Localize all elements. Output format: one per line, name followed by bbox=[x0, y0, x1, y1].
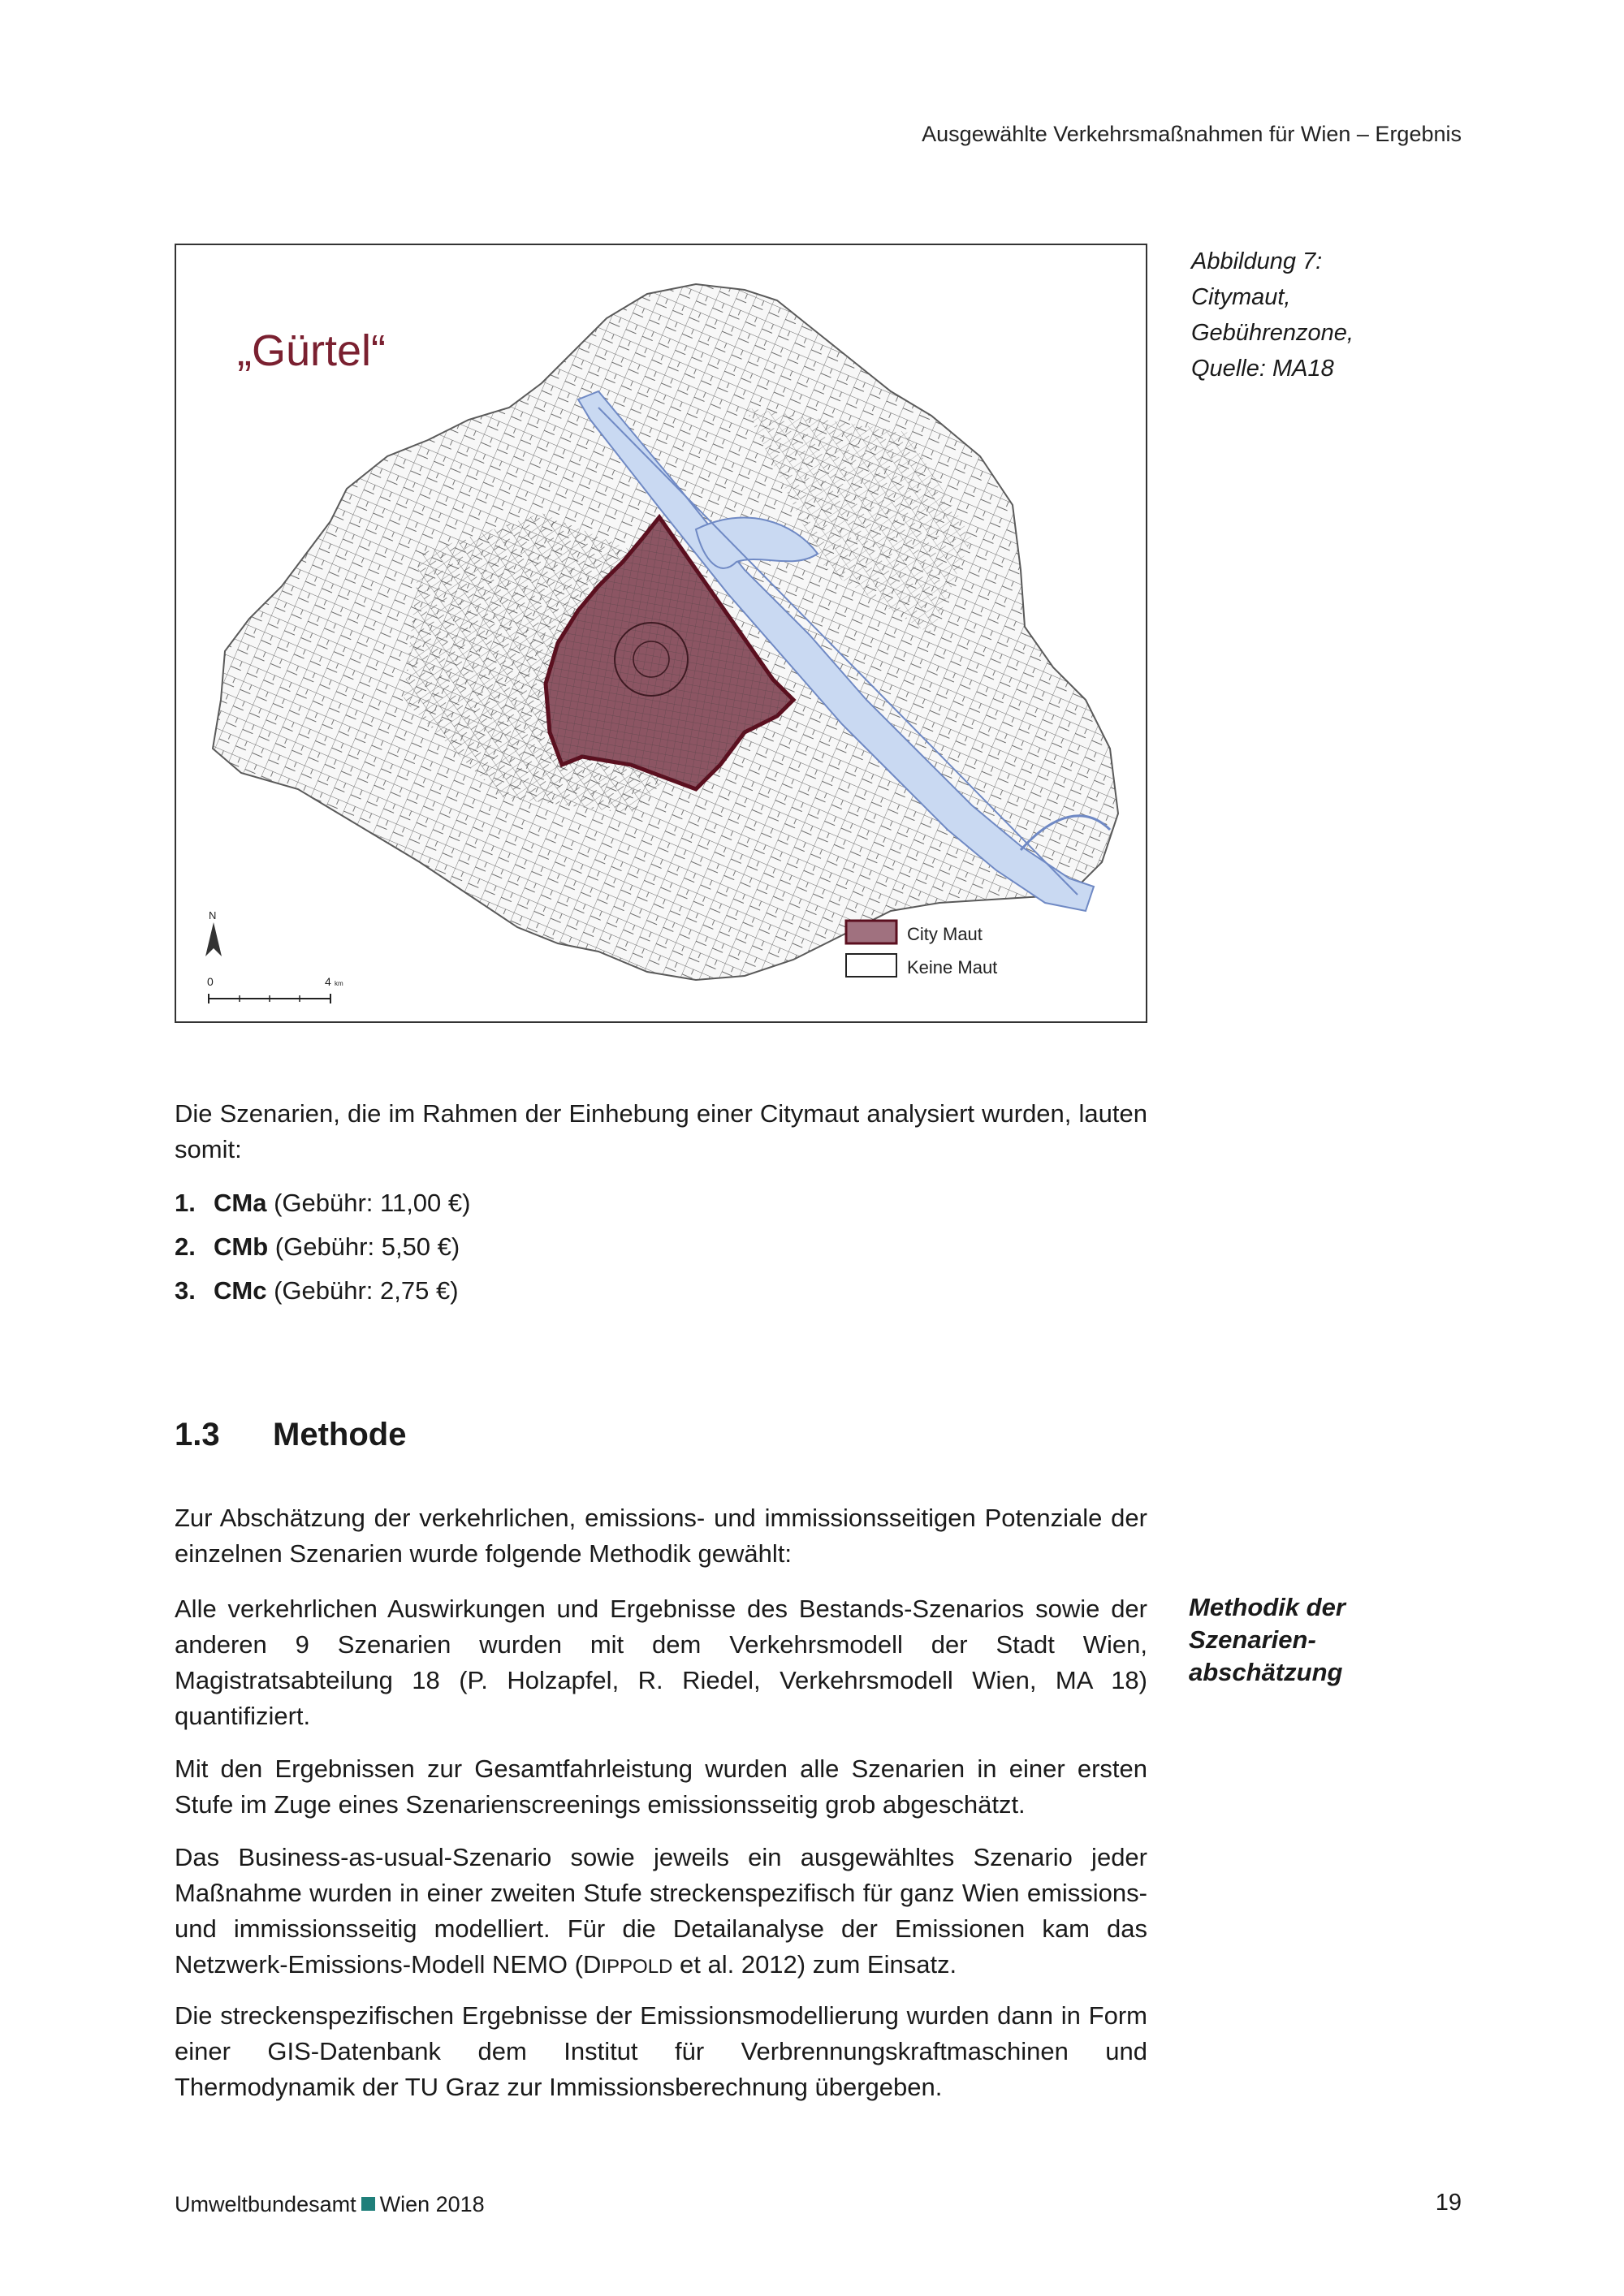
legend-label-city-maut: City Maut bbox=[907, 924, 983, 944]
list-number: 2. bbox=[175, 1232, 196, 1261]
intro-paragraph: Die Szenarien, die im Rahmen der Einhebung einer Citymaut analysiert wurden, lauten somit: bbox=[175, 1099, 1147, 1163]
citation-author-initial: D bbox=[582, 1950, 602, 1979]
scale-end: 4 bbox=[325, 975, 331, 988]
paragraph: Die streckenspezifischen Ergebnisse der Emissionsmodellierung wurden dann in Form einer GIS-Datenbank dem Institut für Verbrennungskraftmaschinen und Thermodynamik der TU Graz zur Immissionsberechnung übergeben. bbox=[175, 2001, 1147, 2101]
paragraph: Alle verkehrlichen Auswirkungen und Ergebnisse des Bestands-Szenarios sowie der anderen 9 Szenarien wurden mit dem Verkehrsmodell der Stadt Wien, Magistratsabteilung 18 (P. Holzapfel, R. Riedel, Verkehrsmodell Wien, MA 18) quantifiziert. bbox=[175, 1595, 1147, 1730]
footer-publisher bbox=[175, 2192, 485, 2217]
caption-line: Abbildung 7: bbox=[1191, 248, 1323, 274]
paragraph bbox=[175, 1840, 1147, 1985]
legend-swatch-keine-maut bbox=[846, 954, 896, 977]
caption-line: Gebührenzone, bbox=[1191, 320, 1354, 346]
scale-bar bbox=[209, 994, 330, 1003]
list-item bbox=[175, 1225, 987, 1269]
citation-author-rest: IPPOLD bbox=[601, 1956, 673, 1978]
paragraph-text: Das Business-as-usual-Szenario sowie jeweils ein ausgewähltes Szenario jeder Maßnahme wurden in einer zweiten Stufe streckenspezifisch für ganz Wien emissions- und immissionsseitig modelliert. Für die Detailanalyse der Emissionen kam das Netzwerk-Emissions-Modell NEMO ( bbox=[175, 1843, 1147, 1979]
caption-line: Citymaut, bbox=[1191, 284, 1291, 310]
square-icon bbox=[361, 2197, 375, 2211]
scale-start: 0 bbox=[207, 975, 214, 988]
scenario-detail: (Gebühr: 11,00 €) bbox=[266, 1189, 471, 1217]
scenario-code: CMc bbox=[214, 1276, 267, 1305]
paragraph-text: et al. 2012) zum Einsatz. bbox=[672, 1950, 957, 1979]
map-figure bbox=[175, 244, 1147, 1023]
publisher-name: Umweltbundesamt bbox=[175, 2192, 356, 2216]
margin-note-line: Methodik der bbox=[1189, 1593, 1345, 1621]
paragraph: Zur Abschätzung der verkehrlichen, emissions- und immissionsseitigen Potenziale der einzelnen Szenarien wurde folgende Methodik gewählt: bbox=[175, 1504, 1147, 1568]
gurtel-label: „Gürtel“ bbox=[237, 326, 387, 375]
caption-line: Quelle: MA18 bbox=[1191, 356, 1334, 382]
page-number: 19 bbox=[1435, 2190, 1462, 2216]
section-heading bbox=[175, 1417, 406, 1453]
list-item bbox=[175, 1181, 987, 1225]
paragraph: Mit den Ergebnissen zur Gesamtfahrleistung wurden alle Szenarien in einer ersten Stufe im Zuge eines Szenarienscreenings emissionsseitig grob abgeschätzt. bbox=[175, 1754, 1147, 1819]
north-label: N bbox=[209, 909, 217, 921]
list-number: 3. bbox=[175, 1276, 196, 1305]
list-item bbox=[175, 1269, 987, 1313]
place-year: Wien 2018 bbox=[379, 2192, 485, 2216]
scenario-list bbox=[175, 1181, 987, 1313]
running-header: Ausgewählte Verkehrsmaßnahmen für Wien – Ergebnis bbox=[922, 122, 1462, 146]
figure-caption bbox=[1191, 244, 1435, 386]
margin-note-line: abschätzung bbox=[1189, 1658, 1343, 1686]
north-arrow-icon bbox=[205, 922, 222, 956]
list-number: 1. bbox=[175, 1189, 196, 1217]
legend-swatch-city-maut bbox=[846, 921, 896, 943]
scenario-code: CMa bbox=[214, 1189, 267, 1217]
section-number: 1.3 bbox=[175, 1417, 220, 1452]
margin-note-line: Szenarien- bbox=[1189, 1625, 1316, 1654]
legend-label-keine-maut: Keine Maut bbox=[907, 957, 998, 978]
scale-unit: km bbox=[335, 980, 343, 987]
scenario-detail: (Gebühr: 2,75 €) bbox=[266, 1276, 459, 1305]
vienna-map bbox=[176, 245, 1146, 1021]
scenario-detail: (Gebühr: 5,50 €) bbox=[268, 1232, 460, 1261]
scenario-code: CMb bbox=[214, 1232, 269, 1261]
margin-note bbox=[1189, 1591, 1449, 1689]
section-title: Methode bbox=[273, 1417, 407, 1452]
